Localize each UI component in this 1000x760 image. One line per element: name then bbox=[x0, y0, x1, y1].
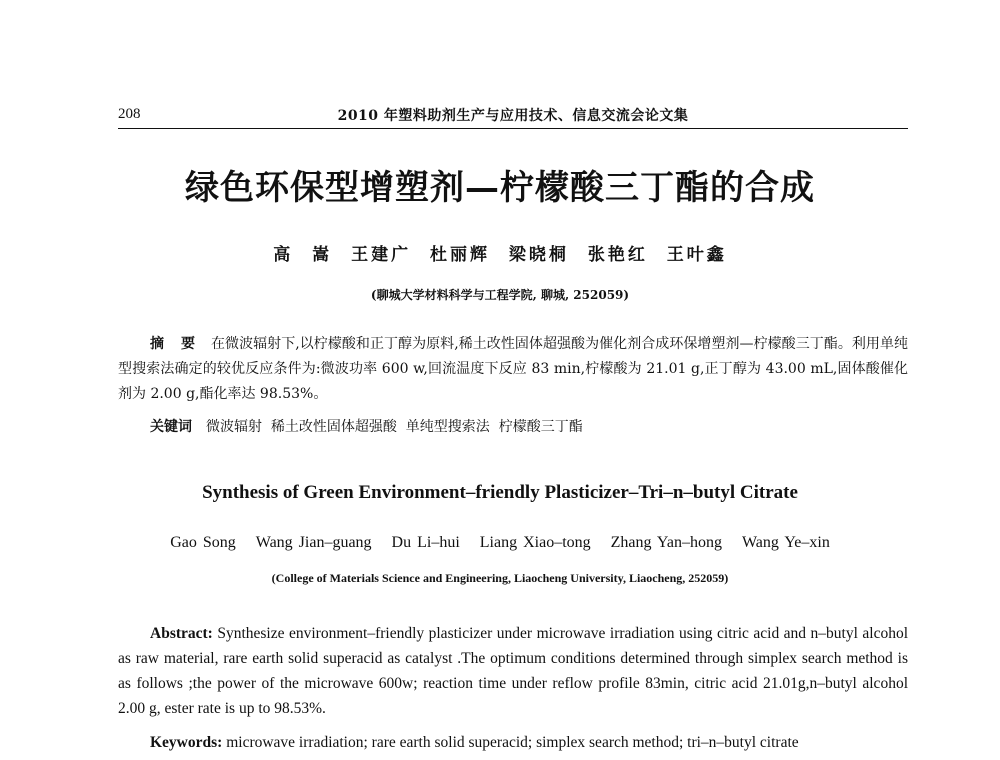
english-abstract bbox=[118, 621, 908, 721]
chinese-author: 王建广 bbox=[351, 245, 412, 265]
english-keywords-label: Keywords: bbox=[150, 734, 223, 751]
chinese-title: 绿色环保型增塑剂—柠檬酸三丁酯的合成 bbox=[185, 168, 815, 208]
chinese-author: 高 嵩 bbox=[273, 245, 333, 265]
english-authors bbox=[0, 534, 1000, 552]
english-keywords bbox=[150, 733, 910, 753]
chinese-author: 杜丽辉 bbox=[430, 245, 490, 265]
page-number: 208 bbox=[118, 106, 141, 122]
chinese-keywords-text: 微波辐射 稀土改性固体超强酸 单纯型搜索法 柠檬酸三丁酯 bbox=[206, 419, 583, 435]
chinese-keywords-label: 关键词 bbox=[150, 419, 192, 435]
english-title: Synthesis of Green Environment–friendly Plasticizer–Tri–n–butyl Citrate bbox=[202, 482, 798, 503]
chinese-abstract bbox=[118, 332, 908, 407]
english-keywords-text: microwave irradiation; rare earth solid superacid; simplex search method; tri–n–butyl citrate bbox=[226, 734, 799, 751]
journal-title: 2010 年塑料助剂生产与应用技术、信息交流会论文集 bbox=[337, 108, 689, 124]
chinese-affiliation: (聊城大学材料科学与工程学院, 聊城, 252059) bbox=[370, 288, 630, 302]
english-author: Wang Ye–xin bbox=[741, 534, 830, 551]
english-affiliation: (College of Materials Science and Engineering, Liaocheng University, Liaocheng, 252059) bbox=[271, 571, 729, 585]
chinese-abstract-label: 摘 要 bbox=[150, 336, 201, 352]
english-abstract-label: Abstract: bbox=[150, 625, 213, 642]
english-author: Gao Song bbox=[170, 534, 236, 551]
running-header bbox=[118, 104, 908, 129]
english-author: Du Li–hui bbox=[391, 534, 460, 551]
chinese-abstract-text: 在微波辐射下,以柠檬酸和正丁醇为原料,稀土改性固体超强酸为催化剂合成环保增塑剂—柠檬酸三丁酯。利用单纯型搜索法确定的较优反应条件为:微波功率 600 w,回流温度下反应 83 min,柠檬酸为 21.01 g,正丁醇为 43.00 mL,固体酸催化剂为 2.00 g,酯化率达 98.53%。 bbox=[118, 336, 908, 402]
chinese-author: 王叶鑫 bbox=[666, 245, 727, 265]
english-abstract-text: Synthesize environment–friendly plasticizer under microwave irradiation using citric acid and n–butyl alcohol as raw material, rare earth solid superacid as catalyst .The optimum conditions determined through simplex search method is as follows ;the power of the microwave 600w; reaction time under reflow profile 83min, citric acid 21.01g,n–butyl alcohol 2.00 g, ester rate is up to 98.53%. bbox=[118, 625, 909, 717]
chinese-authors bbox=[0, 240, 1000, 265]
english-author: Zhang Yan–hong bbox=[610, 534, 722, 551]
english-author: Liang Xiao–tong bbox=[479, 534, 591, 551]
chinese-keywords bbox=[150, 417, 910, 437]
english-author: Wang Jian–guang bbox=[255, 534, 372, 551]
chinese-author: 张艳红 bbox=[587, 245, 648, 265]
chinese-author: 梁晓桐 bbox=[508, 245, 569, 265]
